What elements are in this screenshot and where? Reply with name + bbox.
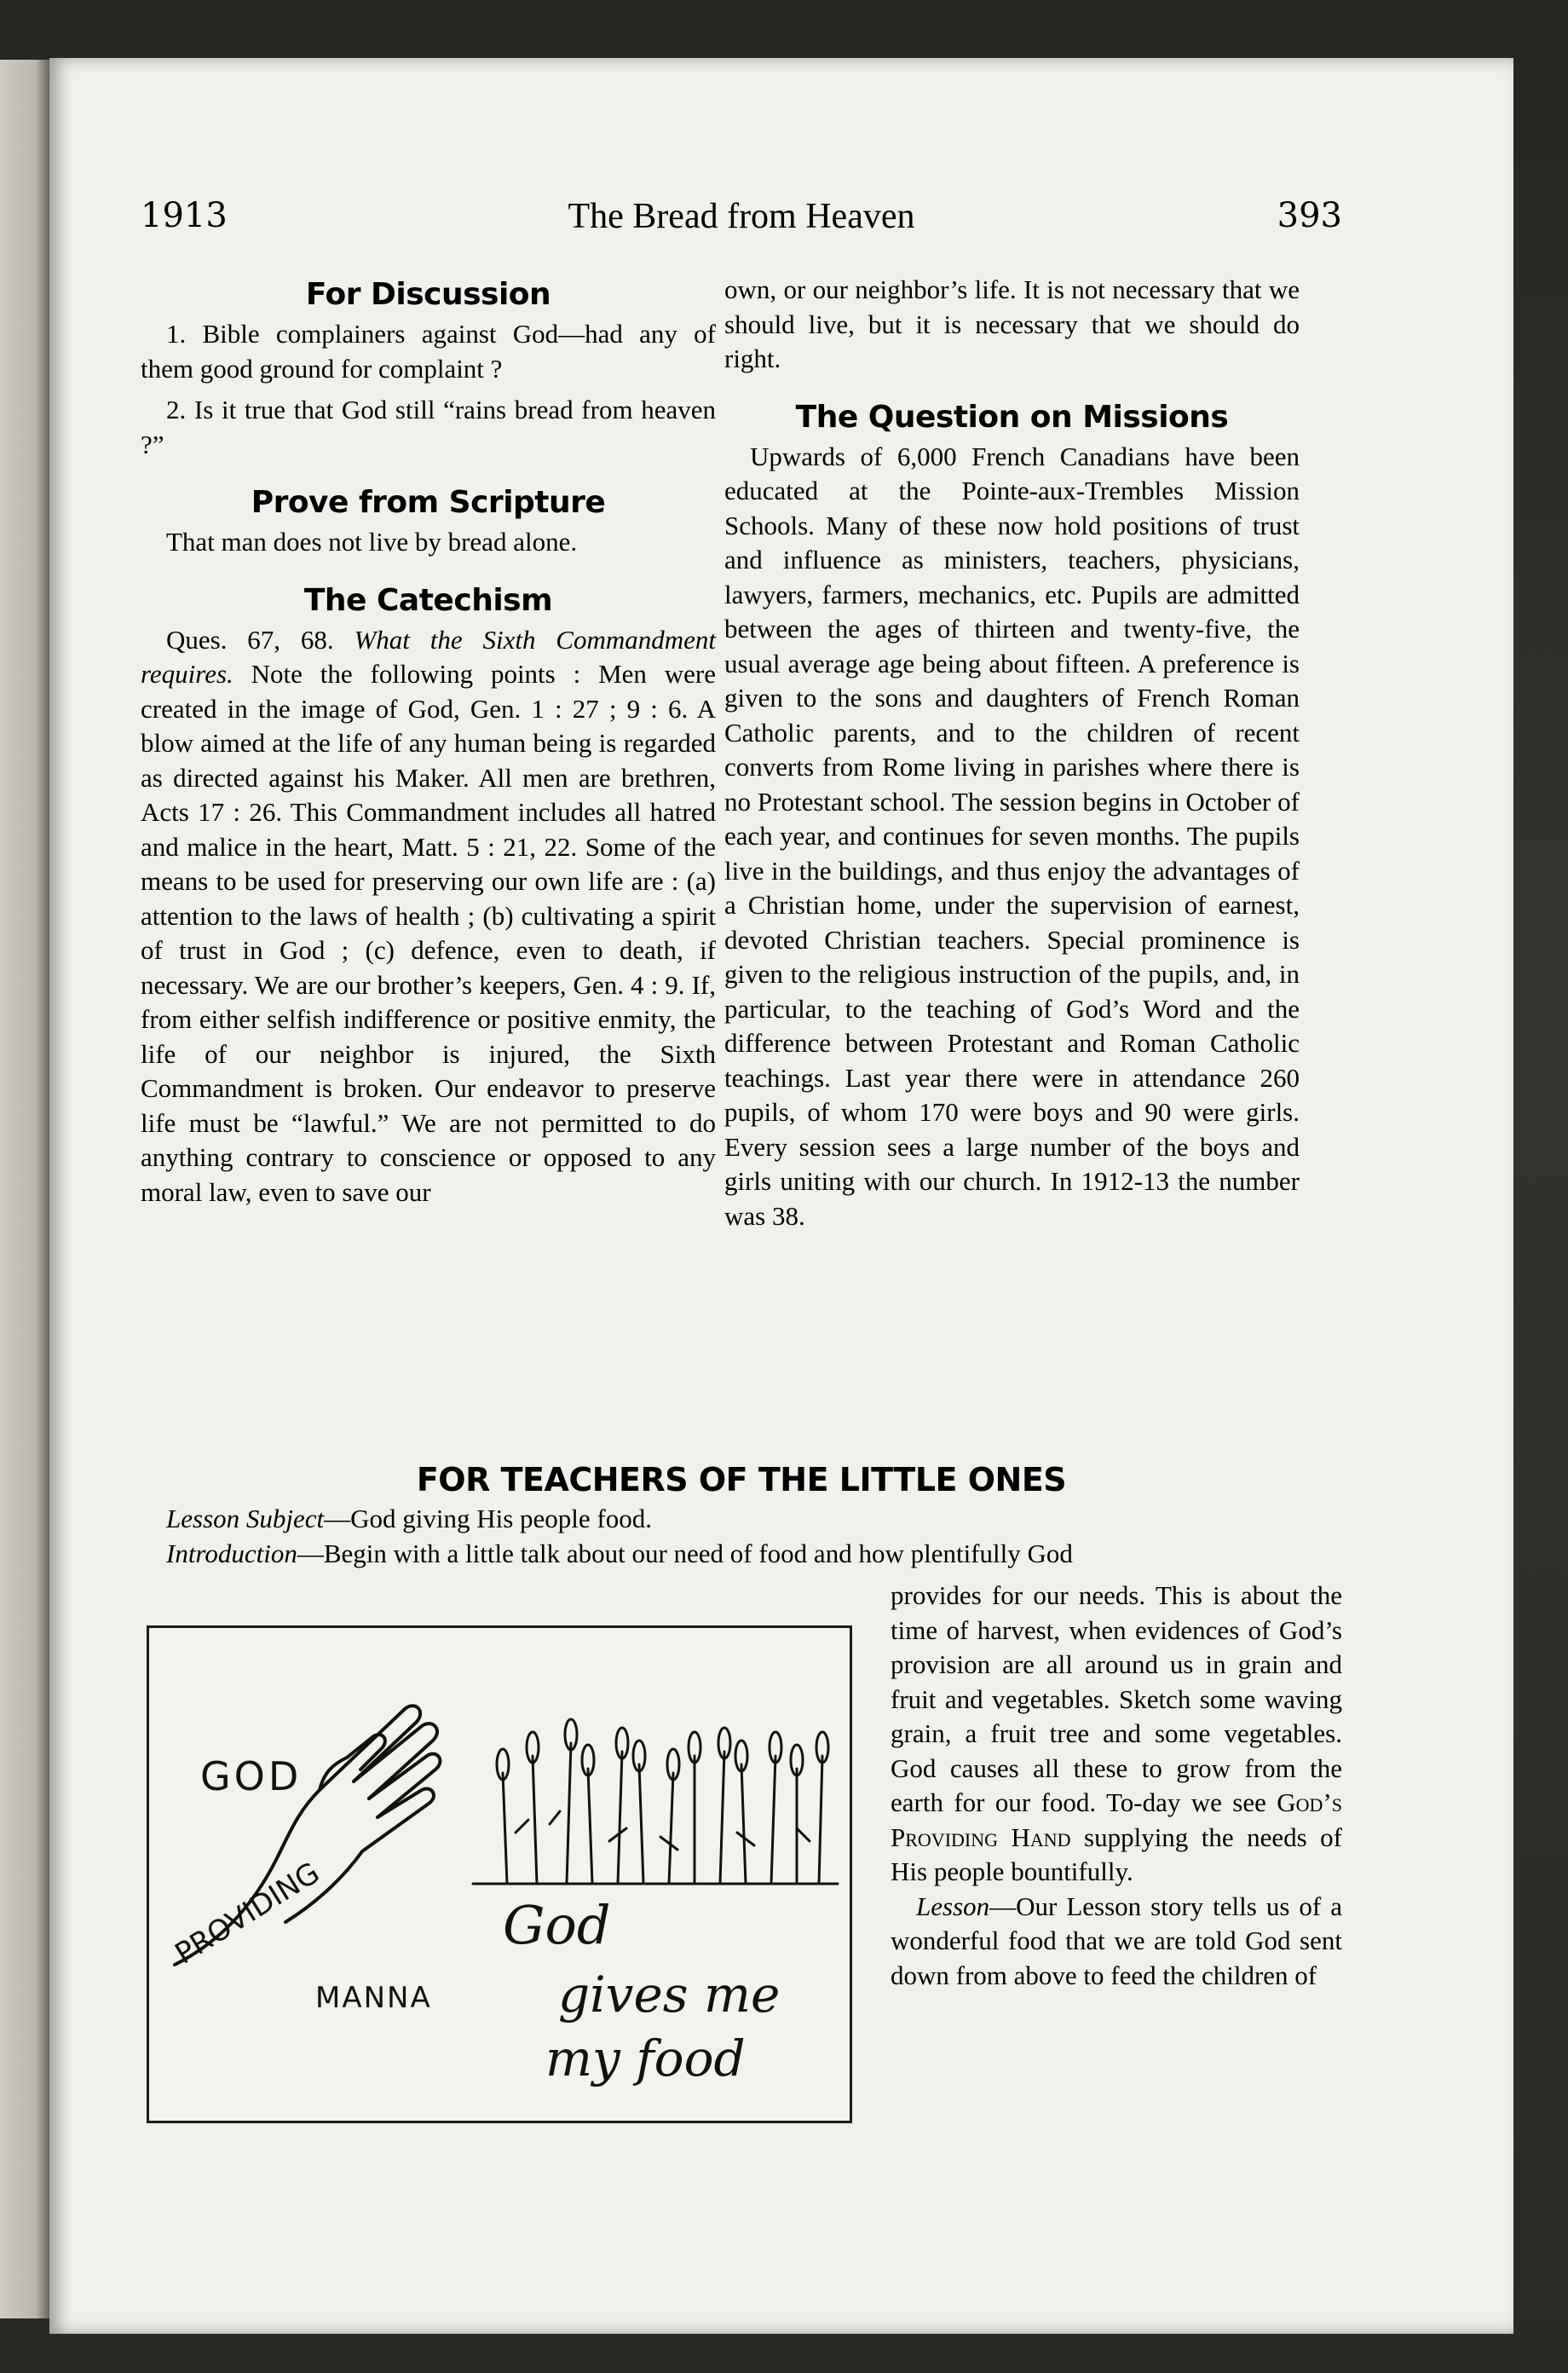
left-column — [141, 273, 716, 1210]
grain-icon — [473, 1719, 838, 1884]
missions-text: Upwards of 6,000 French Canadians have been educated at the Pointe-aux-Trembles Mission Schools. Many of these now hold positions of trust and influence as ministers, teachers, physicians, lawyers, farmers, mechanics, etc. Pupils are admitted between the ages of thirteen and twenty-five, the usual average age being about fifteen. A preference is given to the sons and daughters of French Roman Catholic parents, and to the children of recent converts from Rome living in parishes where there is no Protestant school. The session begins in October of each year, and continues for seven months. The pupils live in the buildings, and thus enjoy the advantages of a Christian home, under the supervision of earnest, devoted Christian teachers. Special prominence is given to the religious instruction of the pupils, and, in particular, to the teaching of God’s Word and the difference between Protestant and Roman Catholic teachings. Last year there were in attendance 260 pupils, of whom 170 were boys and 90 were girls. Every session sees a large number of the boys and girls uniting with our church. In 1912-13 the number was 38. — [724, 441, 1300, 1231]
illustration-word-manna: MANNA — [315, 1981, 432, 2015]
missions-heading: The Question on Missions — [795, 399, 1229, 435]
illustration-word-providing: PROVIDING — [169, 1856, 326, 1972]
lesson-subject-label: Lesson Subject — [166, 1504, 325, 1533]
lesson-text: —Our Lesson story tells us of a wonderful food that we are told God sent down from above to feed the children of — [891, 1891, 1342, 1990]
side-text-1: provides for our needs. This is about the time of harvest, when evidences of God’s provision are all around us in grain and fruit and vegetables. Sketch some waving grain, a fruit tree and some vegetables. God causes all these to grow from the earth for our food. To-day we see — [891, 1580, 1342, 1817]
little-ones-section — [141, 1458, 1342, 1571]
running-header — [141, 196, 1342, 247]
introduction-label: Introduction — [166, 1538, 297, 1568]
catechism-title: What the Sixth Commandment requires. — [141, 624, 716, 689]
header-year: 1913 — [141, 196, 228, 235]
continuation-text: own, or our neighbor’s life. It is not necessary that we should live, but it is necessary that we should do right. — [724, 274, 1300, 373]
catechism-text: Note the following points : Men were created in the image of God, Gen. 1 : 27 ; 9 : 6. A blow aimed at the life of any human being is regarded as directed against his Maker. All men are brethren, Acts 17 : 26. This Commandment includes all hatred and malice in the heart, Matt. 5 : 21, 22. Some of the means to be used for preserving our own life are : (a) attention to the laws of health ; (b) cultivating a spirit of trust in God ; (c) defence, even to death, if necessary. We are our brother’s keepers, Gen. 4 : 9. If, from either selfish indifference or positive enmity, the life of our neighbor is injured, the Sixth Commandment is broken. Our endeavor to preserve life must be “lawful.” We are not permitted to do anything contrary to conscience or opposed to any moral law, even to save our — [141, 659, 717, 1207]
prove-text: That man does not live by bread alone. — [166, 527, 578, 557]
illustration-line-gives-me: gives me — [558, 1966, 781, 2024]
introduction-text: —Begin with a little talk about our need of food and how plentifully God — [297, 1538, 1073, 1568]
side-text-2: supplying the needs of His people bountifully. — [891, 1822, 1342, 1886]
lesson-subject — [141, 1502, 1342, 1537]
facing-page-edge — [0, 60, 51, 2318]
page-number: 393 — [1277, 196, 1342, 235]
lesson-subject-text: —God giving His people food. — [324, 1504, 653, 1533]
beside-illustration-text — [891, 1579, 1342, 1993]
illustration-line-god: God — [503, 1894, 611, 1956]
illustration-word-god: GOD — [200, 1753, 303, 1799]
catechism-heading: The Catechism — [303, 582, 553, 618]
prove-heading: Prove from Scripture — [251, 485, 606, 520]
providing-hand-phrase: God’s Providing Hand — [891, 1787, 1342, 1852]
lesson-paragraph — [891, 1890, 1342, 1994]
illustration-line-my-food: my food — [545, 2029, 746, 2087]
catechism-paragraph — [141, 623, 716, 1210]
introduction — [141, 1537, 1342, 1572]
right-column — [724, 273, 1300, 1233]
lesson-label: Lesson — [916, 1891, 990, 1921]
discussion-item: 1. Bible complainers against God—had any of them good ground for complaint ? — [141, 319, 716, 384]
header-title: The Bread from Heaven — [568, 197, 915, 236]
blackboard-illustration — [147, 1625, 852, 2123]
little-ones-heading: FOR TEACHERS OF THE LITTLE ONES — [416, 1461, 1067, 1498]
illustration-drawing — [149, 1628, 850, 2121]
discussion-heading: For Discussion — [305, 277, 551, 312]
catechism-lead: Ques. 67, 68. — [166, 624, 334, 655]
discussion-item: 2. Is it true that God still “rains bread from heaven ?” — [141, 395, 716, 459]
side-paragraph — [891, 1579, 1342, 1890]
